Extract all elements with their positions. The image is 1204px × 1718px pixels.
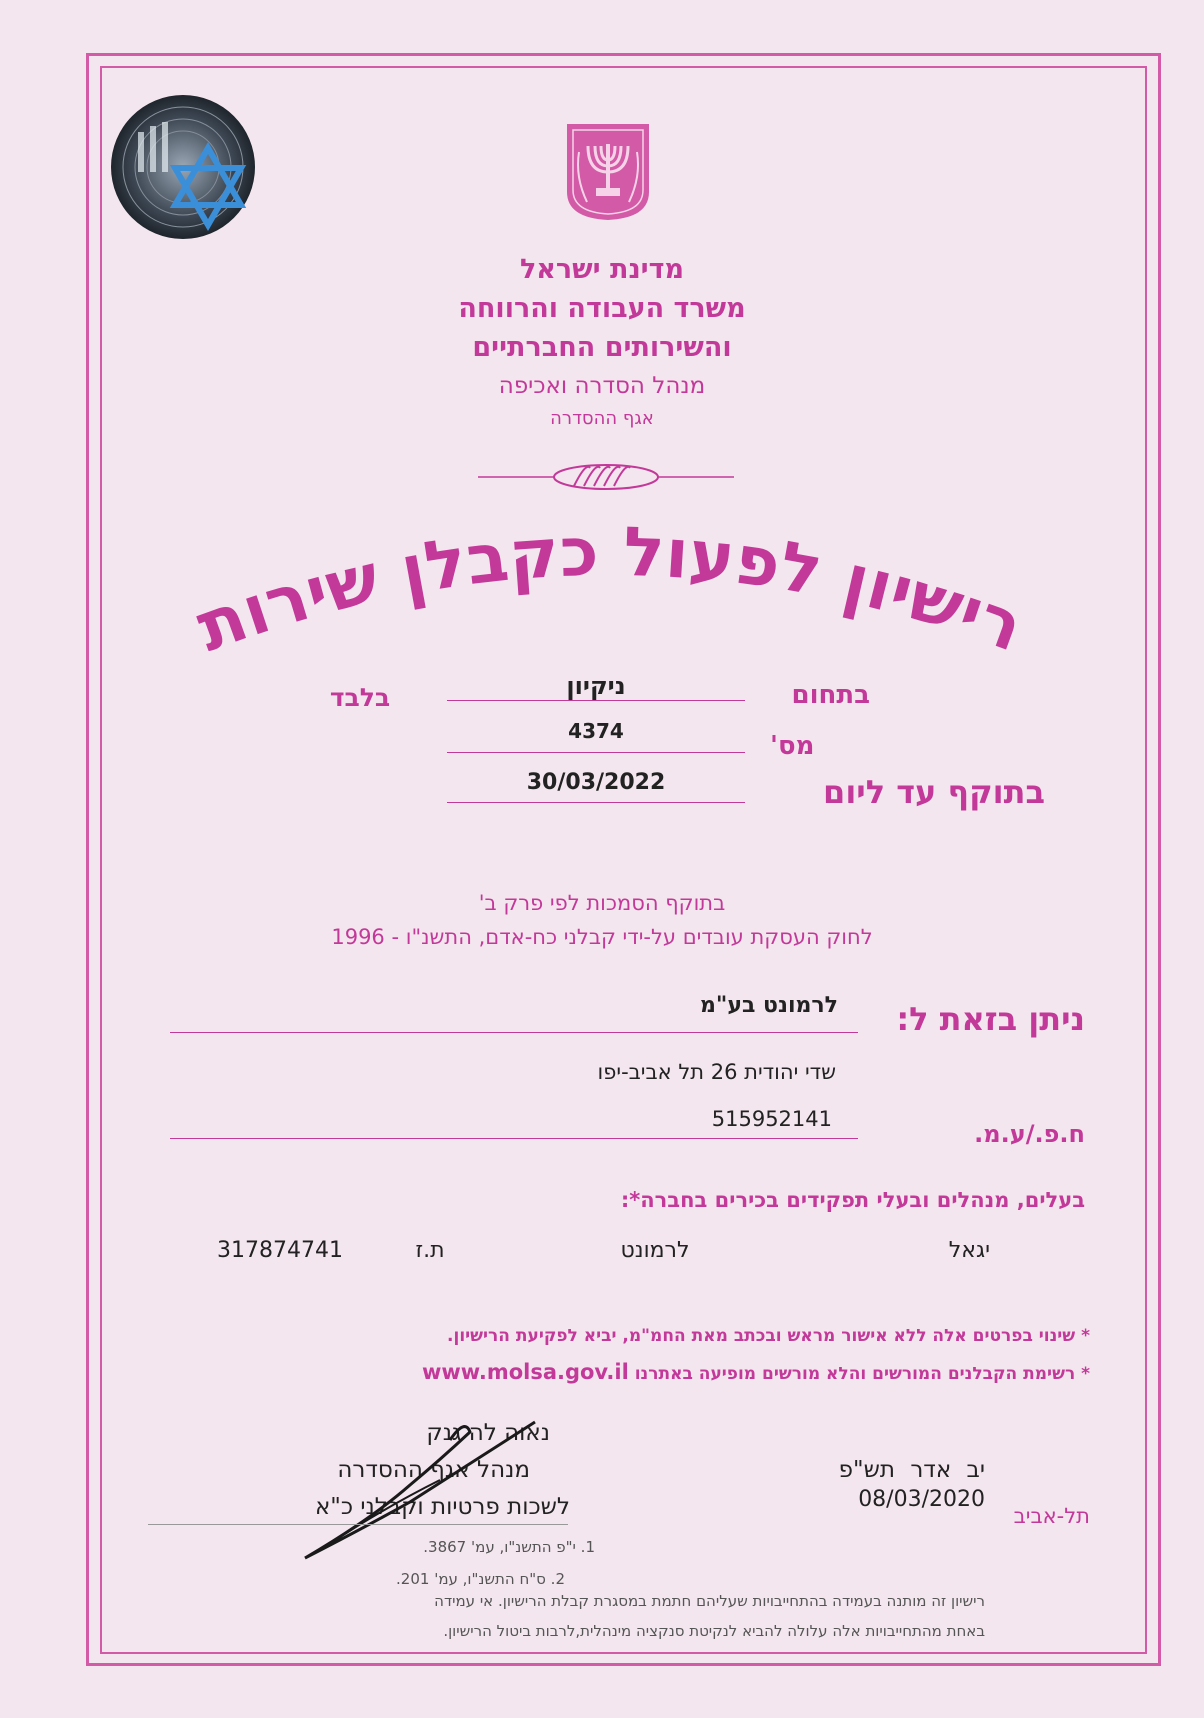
license-title <box>180 505 1040 680</box>
header-administration: מנהל הסדרה ואכיפה <box>498 373 706 399</box>
header-ministry-2: והשירותים החברתיים <box>472 332 732 363</box>
authority-line-2: לחוק העסקת עובדים על-ידי קבלני כח-אדם, התשנ"ו - 1996 <box>331 925 873 949</box>
conditions-line-1: רישיון זה מותנה בעמידה בהתחייבויות שעליהם חתמת במסגרת קבלת הרישיון. אי עמידה <box>434 1592 985 1610</box>
header-state: מדינת ישראל <box>519 254 685 285</box>
svg-text:רישיון לפעול כקבלן שירות: רישיון לפעול כקבלן שירות <box>187 512 1034 668</box>
domain-underline <box>447 700 745 701</box>
signatory-name: נאוה לה גנק <box>426 1420 550 1446</box>
domain-suffix: בלבד <box>329 683 391 712</box>
note-registry-text: * רשימת הקבלנים המורשים והלא מורשים מופיעה באתרנו <box>634 1364 1090 1384</box>
company-id: 515952141 <box>711 1107 832 1131</box>
number-underline <box>447 752 745 753</box>
signatory-title: מנהל אגף ההסדרה <box>337 1457 530 1483</box>
domain-value: ניקיון <box>566 672 626 700</box>
authority-line-1: בתוקף הסמכות לפי פרק ב' <box>478 891 726 915</box>
state-emblem-icon <box>565 122 651 222</box>
header-division: אגף ההסדרה <box>550 408 654 429</box>
note-registry <box>300 1360 1090 1384</box>
hebrew-date: יב אדר תש"פ <box>838 1457 985 1483</box>
signatory-office: לשכות פרטיות וקבלני כ"א <box>314 1494 570 1520</box>
owners-label: בעלים, מנהלים ובעלי תפקידים בכירים בחברה*: <box>620 1188 1085 1212</box>
grantee-underline <box>170 1032 858 1033</box>
ornament-divider-icon <box>478 458 734 496</box>
grantee-label: ניתן בזאת ל: <box>896 1000 1085 1038</box>
number-label: מס' <box>770 731 815 761</box>
website-link[interactable]: www.molsa.gov.il <box>421 1360 629 1384</box>
owner-last-name: לרמונט <box>620 1238 690 1263</box>
valid-underline <box>447 802 745 803</box>
header-ministry: משרד העבודה והרווחה <box>458 293 746 324</box>
domain-label: בתחום <box>791 680 870 710</box>
gregorian-date: 08/03/2020 <box>858 1487 985 1512</box>
owner-id-label: ת.ז <box>415 1238 445 1263</box>
owner-first-name: יגאל <box>948 1238 990 1263</box>
grantee-name: לרמונט בע"מ <box>699 993 838 1018</box>
conditions-line-2: באחת מהתחייבויות אלה עלולה להביא לנקיטת סנקציה מינהלית,לרבות ביטול הרישיון. <box>443 1622 985 1640</box>
company-id-underline <box>170 1138 858 1139</box>
note-changes: * שינוי בפרטים אלה ללא אישור מראש ובכתב מאת החמ"מ, יביא לפקיעת הרישיון. <box>447 1326 1090 1346</box>
footnote-1: 1. י"פ התשנ"ו, עמ' 3867. <box>423 1538 595 1556</box>
license-number: 4374 <box>568 719 624 743</box>
signature-underline <box>148 1524 568 1525</box>
valid-until-label: בתוקף עד ליום <box>823 773 1045 811</box>
hologram-seal-icon <box>108 92 258 242</box>
owner-id-number: 317874741 <box>217 1238 343 1263</box>
footnote-2: 2. ס"ח התשנ"ו, עמ' 201. <box>396 1570 565 1588</box>
company-id-label: ח.פ./ע.מ. <box>974 1120 1085 1148</box>
valid-until-date: 30/03/2022 <box>526 770 666 795</box>
issue-city: תל-אביב <box>1013 1504 1090 1528</box>
grantee-address: שדי יהודית 26 תל אביב-יפו <box>597 1060 836 1084</box>
